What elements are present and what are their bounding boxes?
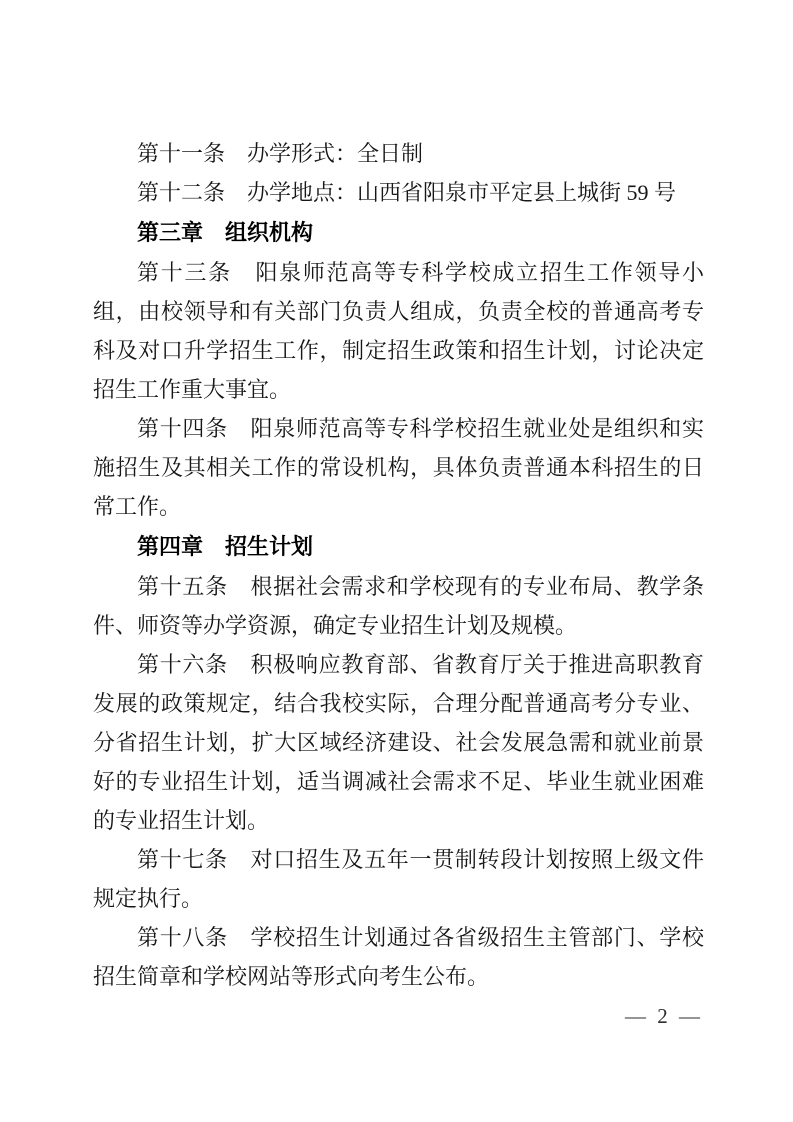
article-15: 第十五条 根据社会需求和学校现有的专业布局、教学条件、师资等办学资源，确定专业招生计划及规模。: [93, 574, 704, 638]
article-13: 第十三条 阳泉师范高等专科学校成立招生工作领导小组，由校领导和有关部门负责人组成，负责全校的普通高考专科及对口升学招生工作，制定招生政策和招生计划，讨论决定招生工作重大事宜。: [93, 260, 704, 402]
article-16: 第十六条 积极响应教育部、省教育厅关于推进高职教育发展的政策规定，结合我校实际，合理分配普通高考分专业、分省招生计划，扩大区域经济建设、社会发展急需和就业前景好的专业招生计划，适当调减社会需求不足、毕业生就业困难的专业招生计划。: [93, 652, 704, 833]
article-17: 第十七条 对口招生及五年一贯制转段计划按照上级文件规定执行。: [93, 847, 704, 911]
article-18: 第十八条 学校招生计划通过各省级招生主管部门、学校招生简章和学校网站等形式向考生公布。: [93, 925, 704, 989]
page-number: — 2 —: [625, 1004, 703, 1028]
chapter-3-heading: 第三章 组织机构: [137, 220, 314, 245]
article-11: 第十一条 办学形式：全日制: [137, 141, 424, 166]
article-12: 第十二条 办学地点：山西省阳泉市平定县上城街 59 号: [137, 180, 677, 205]
document-body: [93, 134, 704, 996]
article-14: 第十四条 阳泉师范高等专科学校招生就业处是组织和实施招生及其相关工作的常设机构，具体负责普通本科招生的日常工作。: [93, 416, 704, 519]
chapter-4-heading: 第四章 招生计划: [137, 534, 314, 559]
